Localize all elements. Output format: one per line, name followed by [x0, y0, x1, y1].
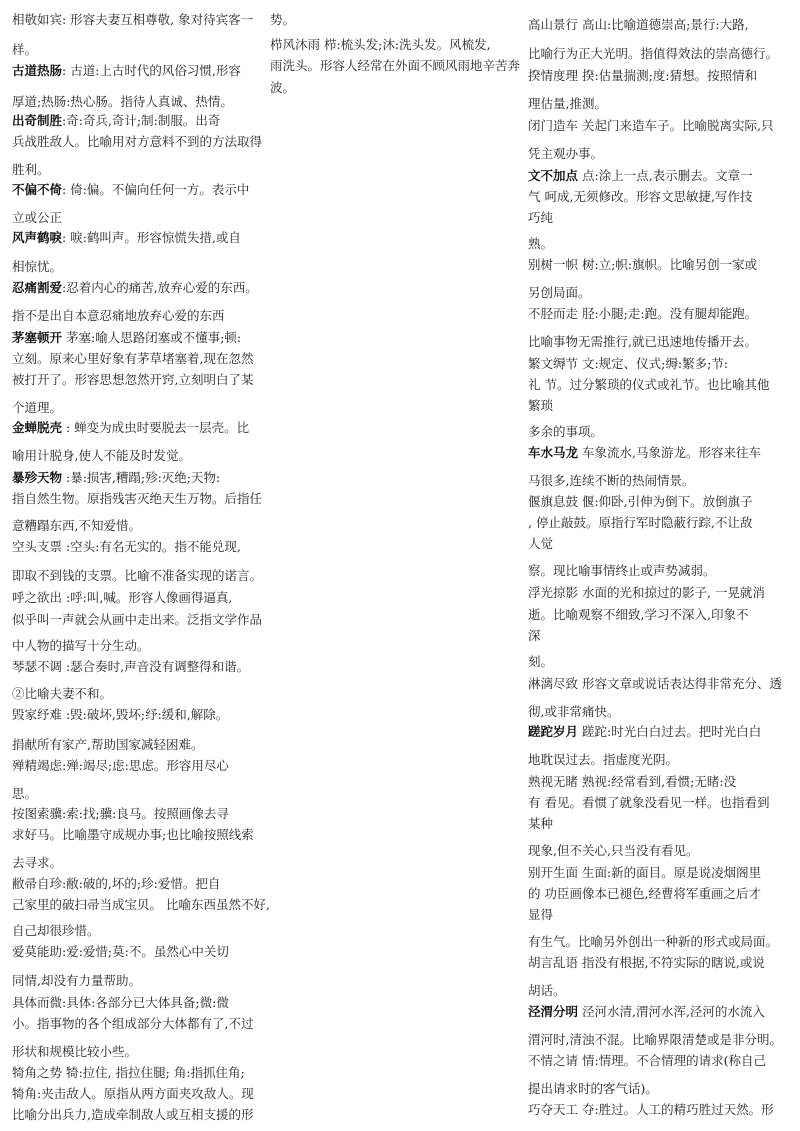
text-line — [528, 1081, 658, 1097]
text-line — [528, 356, 728, 372]
line-text: 自己却很珍惜。 — [12, 923, 100, 938]
line-text: 提出请求时的客气话)。 — [528, 1081, 658, 1096]
text-line — [528, 189, 752, 205]
line-text: 栉风沐雨 栉:梳头发;沐:洗头发。风梳发, — [270, 37, 491, 52]
text-line — [12, 876, 220, 892]
text-line — [12, 923, 100, 939]
text-line — [12, 638, 150, 654]
line-text: 胡言乱语 指没有根据,不符实际的瞎说,或说 — [528, 955, 765, 970]
idiom-term: 茅塞顿开 — [12, 330, 63, 345]
text-line — [12, 995, 229, 1011]
line-text: 礼 节。过分繁琐的仪式或礼节。也比喻其他 — [528, 377, 770, 392]
text-line — [528, 1053, 766, 1069]
text-line — [12, 372, 253, 388]
line-text: 具体而微:具体:各部分已大体具备;微:微 — [12, 995, 229, 1010]
line-text: : 唳:鹤叫声。形容惊慌失措,或自 — [62, 230, 241, 245]
line-text: 熟。 — [528, 236, 554, 251]
text-line — [12, 308, 225, 324]
idiom-term: 古道热肠 — [12, 63, 63, 78]
text-line — [528, 536, 553, 552]
text-line — [12, 420, 249, 436]
line-text: 指自然生物。原指残害灭绝天生万物。后指任 — [12, 491, 263, 506]
text-line — [528, 445, 761, 461]
text-line — [12, 686, 112, 702]
text-line — [528, 955, 765, 971]
line-text: 不情之请 情:情理。不合情理的请求(称自己 — [528, 1053, 767, 1068]
line-text: 淋漓尽致 形容文章或说话表达得非常充分、透 — [528, 676, 782, 691]
text-line — [528, 46, 778, 62]
line-text: 的 功臣画像本已褪色,经曹将军重画之后才 — [528, 886, 761, 901]
text-line — [12, 737, 203, 753]
line-text: 厚道;热肠:热心肠。指待人真诚、热情。 — [12, 94, 233, 109]
text-line — [12, 230, 241, 246]
line-text: 毁家纾难 :毁:破坏,毁坏;纾:缓和,解除。 — [12, 707, 229, 722]
text-line — [12, 827, 254, 843]
line-text: ②比喻夫妻不和。 — [12, 686, 113, 701]
text-line — [528, 146, 603, 162]
text-line — [528, 398, 553, 414]
line-text: 同情,却没有力量帮助。 — [12, 973, 141, 988]
line-text: 琴瑟不调 :瑟合奏时,声音没有调整得和谐。 — [12, 659, 250, 674]
text-line — [528, 17, 749, 33]
text-line — [12, 162, 50, 178]
line-text: 立或公正 — [12, 210, 63, 225]
idiom-term: 暴殄天物 — [12, 470, 63, 485]
line-text: 去寻求。 — [12, 855, 63, 870]
text-line — [12, 659, 249, 675]
line-text: 犄角之势 犄:拉住, 指拉住腿; 角:指抓住角; — [12, 1065, 245, 1080]
line-text: 胡话。 — [528, 983, 566, 998]
text-line — [12, 42, 37, 58]
text-line — [12, 259, 62, 275]
text-line — [12, 113, 220, 129]
line-text: 小。指事物的各个组成部分大体都有了,不过 — [12, 1016, 254, 1031]
line-text: 比喻分出兵力,造成牵制敌人或互相支援的形 — [12, 1107, 254, 1122]
text-line — [528, 563, 716, 579]
line-text: :暴:损害,糟蹋;殄:灭绝;天物: — [62, 470, 221, 485]
text-line — [528, 210, 553, 226]
line-text: 雨洗头。形容人经常在外面不顾风雨地辛苦奔 — [270, 58, 521, 73]
text-line — [528, 1102, 774, 1118]
line-text: 相敬如宾: 形容夫妻互相尊敬, 象对待宾客一 — [12, 12, 254, 27]
line-text: 爱莫能助:爱:爱惜;莫:不。虽然心中关切 — [12, 944, 229, 959]
line-text: 样。 — [12, 42, 38, 57]
text-line — [528, 377, 769, 393]
text-line — [528, 494, 753, 510]
line-text: 别开生面 生面:新的面目。原是说凌烟阁里 — [528, 865, 762, 880]
line-text: 刻。 — [528, 654, 554, 669]
text-line — [528, 654, 553, 670]
text-line — [528, 886, 761, 902]
text-line — [528, 306, 757, 322]
line-text: 地耽误过去。指虚度光阴。 — [528, 752, 679, 767]
text-line — [270, 80, 295, 96]
idiom-term: 金蝉脱壳 — [12, 420, 63, 435]
text-line — [12, 470, 220, 486]
text-line — [528, 752, 678, 768]
text-line — [528, 473, 694, 489]
line-text: 空头支票 :空头:有名无实的。指不能兑现, — [12, 539, 241, 554]
text-line — [528, 724, 761, 740]
text-line — [528, 424, 603, 440]
text-line — [528, 118, 773, 134]
text-line — [12, 590, 232, 606]
text-line — [12, 210, 62, 226]
line-text: 波。 — [270, 80, 296, 95]
text-line — [12, 855, 62, 871]
text-line — [12, 400, 62, 416]
line-text: 相惊忧。 — [12, 259, 63, 274]
text-line — [528, 607, 748, 623]
line-text: 指不是出自本意忍痛地放弃心爱的东西 — [12, 308, 225, 323]
line-text: 繁琐 — [528, 398, 554, 413]
line-text: : 古道:上古时代的风俗习惯,形容 — [62, 63, 241, 78]
line-text: 犄角:夹击敌人。原指从两方面夹攻敌人。现 — [12, 1086, 254, 1101]
text-line — [528, 865, 761, 881]
line-text: 别树一帜 树:立;帜:旗帜。比喻另创一家或 — [528, 257, 758, 272]
line-text: 另创局面。 — [528, 285, 591, 300]
line-text: 车象流水,马象游龙。形容来往车 — [578, 445, 761, 460]
line-text: 有生气。比喻另外创出一种新的形式或局面。 — [528, 934, 779, 949]
text-line — [12, 612, 262, 628]
text-line — [12, 539, 241, 555]
line-text: 泾河水清,渭河水浑,泾河的水流入 — [578, 1004, 765, 1019]
text-line — [528, 236, 553, 252]
line-text: 意糟蹋东西,不知爱惜。 — [12, 518, 141, 533]
line-text: : 倚:偏。不偏向任何一方。表示中 — [62, 182, 250, 197]
text-line — [12, 758, 229, 774]
text-line — [528, 96, 607, 112]
text-line — [528, 628, 541, 644]
line-text: 熟视无睹 熟视:经常看到,看惯;无睹:没 — [528, 774, 737, 789]
text-line — [528, 816, 553, 832]
line-text: 蹉跎:时光白白过去。把时光白白 — [578, 724, 762, 739]
idiom-term: 文不加点 — [528, 168, 579, 183]
idiom-term: 忍痛割爱 — [12, 280, 63, 295]
idiom-term: 蹉跎岁月 — [528, 724, 579, 739]
text-line — [528, 515, 752, 531]
text-line — [12, 568, 262, 584]
line-text: 理估量,推测。 — [528, 96, 607, 111]
line-text: 某种 — [528, 816, 554, 831]
text-line — [12, 94, 233, 110]
text-line — [12, 182, 249, 198]
line-text: 繁文缛节 文:规定、仪式;缛:繁多;节: — [528, 356, 729, 371]
line-text: 比喻行为正大光明。指值得效法的崇高德行。 — [528, 46, 779, 61]
text-line — [12, 707, 228, 723]
text-line — [528, 704, 619, 720]
line-text: 揆情度理 揆:估量揣测;度:猜想。按照情和 — [528, 68, 758, 83]
line-text: : 蝉变为成虫时要脱去一层壳。比 — [62, 420, 250, 435]
text-line — [528, 257, 757, 273]
line-text: 求好马。比喻墨守成规办事;也比喻按照线索 — [12, 827, 254, 842]
text-line — [270, 12, 295, 28]
text-line — [528, 285, 591, 301]
line-text: 察。现比喻事情终止或声势减弱。 — [528, 563, 716, 578]
text-line — [12, 1086, 254, 1102]
line-text: 人觉 — [528, 536, 554, 551]
line-text: 彻,或非常痛快。 — [528, 704, 620, 719]
text-line — [528, 795, 769, 811]
text-line — [12, 330, 241, 346]
text-line — [12, 448, 191, 464]
text-line — [12, 12, 253, 28]
text-line — [12, 134, 262, 150]
line-text: 茅塞:喻人思路闭塞或不懂事;顿: — [62, 330, 242, 345]
line-text: 气 呵成,无须修改。形容文思敏捷,写作技 — [528, 189, 753, 204]
text-line — [12, 1016, 253, 1032]
line-text: 呼之欲出 :呼:叫,喊。形容人像画得逼真, — [12, 590, 233, 605]
text-line — [12, 280, 258, 296]
text-line — [528, 334, 757, 350]
idiom-term: 泾渭分明 — [528, 1004, 579, 1019]
text-line — [528, 68, 757, 84]
line-text: 闭门造车 关起门来造车子。比喻脱离实际,只 — [528, 118, 774, 133]
idiom-term: 不偏不倚 — [12, 182, 63, 197]
text-line — [12, 63, 241, 79]
line-text: 点:涂上一点,表示删去。文章一 — [578, 168, 753, 183]
line-text: 兵战胜敌人。比喻用对方意料不到的方法取得 — [12, 134, 263, 149]
line-text: , 停止敲鼓。原指行军时隐蔽行踪,不让敌 — [528, 515, 753, 530]
text-line — [12, 491, 262, 507]
line-text: 比喻事物无需推行,就已迅速地传播开去。 — [528, 334, 757, 349]
text-line — [12, 973, 141, 989]
text-line — [528, 843, 698, 859]
text-line — [528, 168, 753, 184]
idiom-term: 出奇制胜 — [12, 113, 63, 128]
line-text: 似乎叫一声就会从画中走出来。泛指文学作品 — [12, 612, 263, 627]
text-line — [12, 351, 253, 367]
text-line — [528, 1004, 765, 1020]
text-line — [528, 983, 566, 999]
line-text: 深 — [528, 628, 541, 643]
line-text: 不胫而走 胫:小腿;走:跑。没有腿却能跑。 — [528, 306, 758, 321]
line-text: 敝帚自珍:敝:破的,坏的;珍:爱惜。把自 — [12, 876, 221, 891]
text-line — [528, 676, 782, 692]
line-text: 渭河时,清浊不混。比喻界限清楚或是非分明。 — [528, 1032, 782, 1047]
text-line — [12, 944, 229, 960]
line-text: 巧夺天工 夺:胜过。人工的精巧胜过天然。形 — [528, 1102, 774, 1117]
line-text: 有 看见。看惯了就象没看见一样。也指看到 — [528, 795, 770, 810]
line-text: :奇:奇兵,奇计;制:制服。出奇 — [62, 113, 221, 128]
text-line — [528, 1032, 782, 1048]
line-text: 多余的事项。 — [528, 424, 604, 439]
line-text: 中人物的描写十分生动。 — [12, 638, 150, 653]
line-text: 捐献所有家产,帮助国家减轻困难。 — [12, 737, 204, 752]
text-line — [12, 518, 141, 534]
line-text: 形状和规模比较小些。 — [12, 1044, 138, 1059]
text-line — [528, 934, 778, 950]
text-line — [270, 58, 520, 74]
line-text: 高山景行 高山:比喻道德崇高;景行:大路, — [528, 17, 749, 32]
idiom-term: 车水马龙 — [528, 445, 579, 460]
line-text: :忍着内心的痛苦,放弃心爱的东西。 — [62, 280, 258, 295]
line-text: 现象,但不关心,只当没有看见。 — [528, 843, 699, 858]
line-text: 浮光掠影 水面的光和掠过的影子, 一晃就消 — [528, 585, 765, 600]
line-text: 殚精竭虑:殚:竭尽;虑:思虑。形容用尽心 — [12, 758, 229, 773]
line-text: 偃旗息鼓 偃:仰卧,引伸为倒下。放倒旗子 — [528, 494, 753, 509]
line-text: 被打开了。形容思想忽然开窍,立刻明白了某 — [12, 372, 254, 387]
line-text: 己家里的破扫帚当成宝贝。 比喻东西虽然不好, — [12, 897, 270, 912]
line-text: 胜利。 — [12, 162, 50, 177]
line-text: 个道理。 — [12, 400, 63, 415]
line-text: 逝。比喻观察不细致,学习不深入,印象不 — [528, 607, 749, 622]
text-line — [12, 1065, 245, 1081]
text-line — [270, 37, 491, 53]
line-text: 立刻。原来心里好象有茅草堵塞着,现在忽然 — [12, 351, 254, 366]
line-text: 喻用计脱身,使人不能及时发觉。 — [12, 448, 191, 463]
line-text: 即取不到钱的支票。比喻不准备实现的诺言。 — [12, 568, 263, 583]
text-line — [528, 774, 736, 790]
line-text: 巧纯 — [528, 210, 554, 225]
text-line — [528, 585, 765, 601]
line-text: 凭主观办事。 — [528, 146, 604, 161]
line-text: 思。 — [12, 786, 38, 801]
text-line — [12, 897, 270, 913]
line-text: 势。 — [270, 12, 296, 27]
text-line — [12, 1044, 137, 1060]
text-line — [528, 907, 553, 923]
line-text: 马很多,连续不断的热闹情景。 — [528, 473, 695, 488]
idiom-term: 风声鹤唳 — [12, 230, 63, 245]
line-text: 显得 — [528, 907, 554, 922]
line-text: 按图索骥:索:找;骥:良马。按照画像去寻 — [12, 806, 229, 821]
text-line — [12, 806, 229, 822]
text-line — [12, 1107, 253, 1123]
text-line — [12, 786, 37, 802]
